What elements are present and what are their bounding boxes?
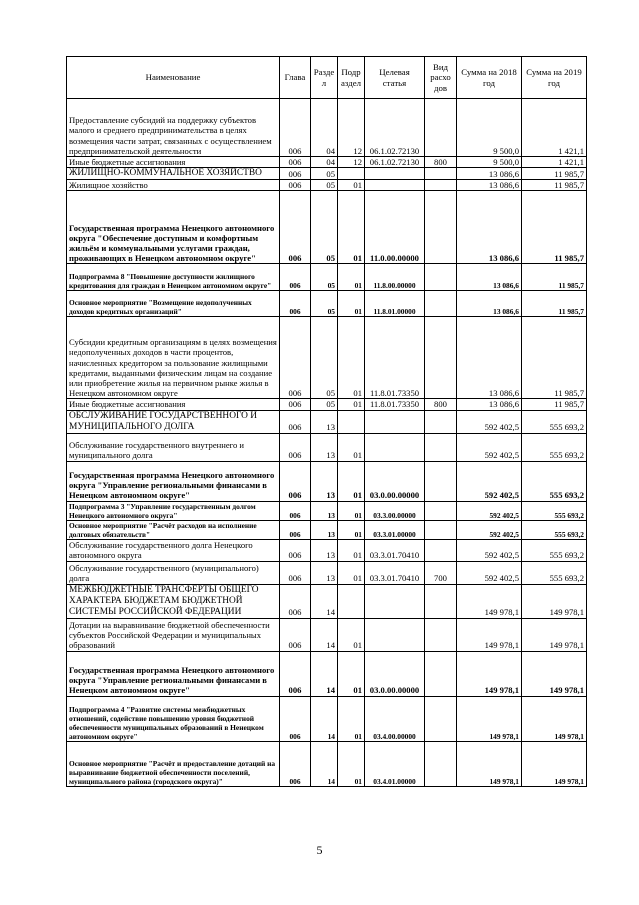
- row-name: Дотации на выравнивание бюджетной обеспеченности субъектов Российской Федерации и муниципальных образований: [67, 618, 280, 651]
- table-row: [67, 410, 587, 433]
- row-razdel: 05: [311, 317, 338, 399]
- row-celevaya-statya: 11.8.01.73350: [365, 399, 425, 410]
- row-glava: 006: [280, 539, 311, 561]
- row-celevaya-statya: 06.1.02.72130: [365, 99, 425, 157]
- row-sum-2019: 555 693,2: [522, 410, 587, 433]
- table-row: [67, 696, 587, 741]
- row-vid-rashodov: [425, 501, 457, 520]
- row-sum-2018: 149 978,1: [457, 584, 522, 618]
- header-glava: Глава: [280, 57, 311, 99]
- table-row: [67, 264, 587, 291]
- row-sum-2018: 592 402,5: [457, 561, 522, 584]
- row-vid-rashodov: [425, 741, 457, 786]
- row-sum-2019: 555 693,2: [522, 501, 587, 520]
- row-razdel: 13: [311, 433, 338, 461]
- row-sum-2019: 11 985,7: [522, 191, 587, 264]
- row-celevaya-statya: [365, 180, 425, 191]
- row-sum-2019: 1 421,1: [522, 157, 587, 168]
- table-row: [67, 539, 587, 561]
- row-celevaya-statya: [365, 584, 425, 618]
- row-vid-rashodov: [425, 433, 457, 461]
- row-vid-rashodov: [425, 410, 457, 433]
- row-vid-rashodov: [425, 291, 457, 317]
- row-vid-rashodov: [425, 461, 457, 501]
- table-row: [67, 399, 587, 410]
- row-razdel: 05: [311, 399, 338, 410]
- row-celevaya-statya: 03.4.00.00000: [365, 696, 425, 741]
- row-glava: 006: [280, 584, 311, 618]
- table-row: [67, 191, 587, 264]
- row-name: Подпрограмма 8 "Повышение доступности жилищного кредитования для граждан в Ненецком автономном округе": [67, 264, 280, 291]
- row-sum-2018: 13 086,6: [457, 168, 522, 180]
- row-podrazdel: 01: [338, 264, 365, 291]
- row-razdel: 14: [311, 584, 338, 618]
- page-number: 5: [316, 843, 323, 857]
- row-celevaya-statya: 03.4.01.00000: [365, 741, 425, 786]
- row-podrazdel: 01: [338, 191, 365, 264]
- row-razdel: 14: [311, 651, 338, 696]
- row-sum-2018: 13 086,6: [457, 264, 522, 291]
- row-name: Подпрограмма 4 "Развитие системы межбюджетных отношений, содействие повышению уровня бюджетной обеспеченности муниципальных образований в Ненецком автономном округе": [67, 696, 280, 741]
- header-vid-rashodov: Вид расхо дов: [425, 57, 457, 99]
- row-podrazdel: 01: [338, 618, 365, 651]
- row-vid-rashodov: [425, 539, 457, 561]
- table-row: [67, 561, 587, 584]
- row-podrazdel: [338, 584, 365, 618]
- row-name: Обслуживание государственного (муниципального) долга: [67, 561, 280, 584]
- row-podrazdel: 01: [338, 433, 365, 461]
- row-podrazdel: 01: [338, 180, 365, 191]
- row-sum-2018: 13 086,6: [457, 291, 522, 317]
- row-glava: 006: [280, 520, 311, 539]
- row-sum-2019: 149 978,1: [522, 584, 587, 618]
- row-sum-2018: 592 402,5: [457, 520, 522, 539]
- row-podrazdel: 01: [338, 741, 365, 786]
- row-vid-rashodov: [425, 264, 457, 291]
- row-glava: 006: [280, 501, 311, 520]
- row-vid-rashodov: [425, 618, 457, 651]
- row-glava: 006: [280, 561, 311, 584]
- row-celevaya-statya: 11.8.01.00000: [365, 291, 425, 317]
- row-name: Государственная программа Ненецкого автономного округа "Обеспечение доступным и комфортным жильём и коммунальными услугами граждан, проживающих в Ненецком автономном округе": [67, 191, 280, 264]
- row-podrazdel: 12: [338, 99, 365, 157]
- row-razdel: 14: [311, 741, 338, 786]
- row-sum-2018: 592 402,5: [457, 433, 522, 461]
- row-sum-2019: 555 693,2: [522, 433, 587, 461]
- row-glava: 006: [280, 291, 311, 317]
- table-row: [67, 618, 587, 651]
- row-podrazdel: 01: [338, 399, 365, 410]
- row-name: Основное мероприятие "Расчёт и предоставление дотаций на выравнивание бюджетной обеспеченности поселений, муниципального района (городского округа)": [67, 741, 280, 786]
- row-vid-rashodov: [425, 317, 457, 399]
- row-razdel: 13: [311, 561, 338, 584]
- row-vid-rashodov: [425, 191, 457, 264]
- row-razdel: 13: [311, 520, 338, 539]
- table-row: [67, 157, 587, 168]
- row-razdel: 13: [311, 410, 338, 433]
- row-podrazdel: 01: [338, 651, 365, 696]
- row-sum-2019: 555 693,2: [522, 520, 587, 539]
- row-celevaya-statya: 03.0.00.00000: [365, 461, 425, 501]
- row-sum-2018: 13 086,6: [457, 191, 522, 264]
- row-sum-2019: 555 693,2: [522, 461, 587, 501]
- row-name: Жилищное хозяйство: [67, 180, 280, 191]
- row-glava: 006: [280, 410, 311, 433]
- table-body: [67, 99, 587, 787]
- row-glava: 006: [280, 399, 311, 410]
- row-glava: 006: [280, 618, 311, 651]
- row-sum-2018: 9 500,0: [457, 157, 522, 168]
- row-name: ОБСЛУЖИВАНИЕ ГОСУДАРСТВЕННОГО И МУНИЦИПАЛЬНОГО ДОЛГА: [67, 410, 280, 433]
- row-sum-2018: 592 402,5: [457, 501, 522, 520]
- row-celevaya-statya: [365, 410, 425, 433]
- row-celevaya-statya: 11.8.00.00000: [365, 264, 425, 291]
- row-razdel: 04: [311, 99, 338, 157]
- row-celevaya-statya: 03.0.00.00000: [365, 651, 425, 696]
- row-razdel: 14: [311, 696, 338, 741]
- row-celevaya-statya: [365, 618, 425, 651]
- row-celevaya-statya: 11.0.00.00000: [365, 191, 425, 264]
- row-sum-2018: 592 402,5: [457, 461, 522, 501]
- row-sum-2019: 149 978,1: [522, 618, 587, 651]
- row-name: Государственная программа Ненецкого автономного округа "Управление региональными финансами в Ненецком автономном округе": [67, 651, 280, 696]
- row-vid-rashodov: [425, 584, 457, 618]
- row-razdel: 05: [311, 264, 338, 291]
- row-sum-2018: 149 978,1: [457, 741, 522, 786]
- row-sum-2019: 11 985,7: [522, 291, 587, 317]
- table-row: [67, 651, 587, 696]
- row-celevaya-statya: [365, 433, 425, 461]
- row-sum-2019: 555 693,2: [522, 561, 587, 584]
- row-name: Иные бюджетные ассигнования: [67, 157, 280, 168]
- row-name: Обслуживание государственного долга Ненецкого автономного округа: [67, 539, 280, 561]
- row-sum-2019: 555 693,2: [522, 539, 587, 561]
- row-name: Обслуживание государственного внутреннего и муниципального долга: [67, 433, 280, 461]
- row-glava: 006: [280, 264, 311, 291]
- header-razdel: Разде л: [311, 57, 338, 99]
- header-sum-2019: Сумма на 2019 год: [522, 57, 587, 99]
- row-glava: 006: [280, 696, 311, 741]
- row-vid-rashodov: [425, 99, 457, 157]
- row-podrazdel: 01: [338, 501, 365, 520]
- row-podrazdel: 01: [338, 317, 365, 399]
- row-vid-rashodov: 800: [425, 157, 457, 168]
- row-razdel: 13: [311, 539, 338, 561]
- row-sum-2018: 149 978,1: [457, 696, 522, 741]
- row-sum-2019: 11 985,7: [522, 317, 587, 399]
- row-razdel: 13: [311, 461, 338, 501]
- row-podrazdel: 01: [338, 539, 365, 561]
- row-sum-2019: 1 421,1: [522, 99, 587, 157]
- row-sum-2018: 149 978,1: [457, 651, 522, 696]
- row-razdel: 05: [311, 191, 338, 264]
- row-sum-2018: 592 402,5: [457, 410, 522, 433]
- row-sum-2018: 13 086,6: [457, 317, 522, 399]
- row-glava: 006: [280, 99, 311, 157]
- row-podrazdel: 01: [338, 561, 365, 584]
- row-name: Государственная программа Ненецкого автономного округа "Управление региональными финансами в Ненецком автономном округе": [67, 461, 280, 501]
- row-podrazdel: [338, 168, 365, 180]
- header-podrazdel: Подр аздел: [338, 57, 365, 99]
- table-row: [67, 433, 587, 461]
- row-razdel: 04: [311, 157, 338, 168]
- row-vid-rashodov: [425, 168, 457, 180]
- row-sum-2019: 149 978,1: [522, 651, 587, 696]
- row-name: Предоставление субсидий на поддержку субъектов малого и среднего предпринимательства в целях возмещения части затрат, связанных с осуществлением предпринимательской деятельности: [67, 99, 280, 157]
- row-sum-2019: 149 978,1: [522, 696, 587, 741]
- row-sum-2018: 592 402,5: [457, 539, 522, 561]
- table-row: [67, 520, 587, 539]
- table-row: [67, 584, 587, 618]
- header-celevaya-statya: Целевая статья: [365, 57, 425, 99]
- row-glava: 006: [280, 651, 311, 696]
- row-vid-rashodov: [425, 696, 457, 741]
- row-vid-rashodov: [425, 651, 457, 696]
- table-row: [67, 180, 587, 191]
- row-razdel: 14: [311, 618, 338, 651]
- row-sum-2018: 13 086,6: [457, 399, 522, 410]
- row-razdel: 05: [311, 168, 338, 180]
- header-name: Наименование: [67, 57, 280, 99]
- row-sum-2018: 9 500,0: [457, 99, 522, 157]
- row-celevaya-statya: 11.8.01.73350: [365, 317, 425, 399]
- row-name: ЖИЛИЩНО-КОММУНАЛЬНОЕ ХОЗЯЙСТВО: [67, 168, 280, 180]
- row-glava: 006: [280, 157, 311, 168]
- table-row: [67, 168, 587, 180]
- table-row: [67, 291, 587, 317]
- row-podrazdel: 01: [338, 520, 365, 539]
- row-podrazdel: 12: [338, 157, 365, 168]
- table-row: [67, 99, 587, 157]
- table-row: [67, 461, 587, 501]
- row-vid-rashodov: 700: [425, 561, 457, 584]
- row-glava: 006: [280, 168, 311, 180]
- budget-table: [66, 56, 587, 787]
- row-sum-2019: 11 985,7: [522, 180, 587, 191]
- row-celevaya-statya: 06.1.02.72130: [365, 157, 425, 168]
- row-name: Основное мероприятие "Расчёт расходов на исполнение долговых обязательств": [67, 520, 280, 539]
- row-podrazdel: 01: [338, 461, 365, 501]
- row-podrazdel: 01: [338, 696, 365, 741]
- row-vid-rashodov: 800: [425, 399, 457, 410]
- row-glava: 006: [280, 741, 311, 786]
- header-sum-2018: Сумма на 2018 год: [457, 57, 522, 99]
- row-sum-2019: 11 985,7: [522, 168, 587, 180]
- row-celevaya-statya: 03.3.01.00000: [365, 520, 425, 539]
- row-name: МЕЖБЮДЖЕТНЫЕ ТРАНСФЕРТЫ ОБЩЕГО ХАРАКТЕРА БЮДЖЕТАМ БЮДЖЕТНОЙ СИСТЕМЫ РОССИЙСКОЙ ФЕДЕРАЦИИ: [67, 584, 280, 618]
- budget-table-sheet: [66, 56, 586, 787]
- row-razdel: 05: [311, 291, 338, 317]
- row-glava: 006: [280, 317, 311, 399]
- table-header-row: [67, 57, 587, 99]
- row-sum-2019: 11 985,7: [522, 264, 587, 291]
- row-podrazdel: [338, 410, 365, 433]
- row-sum-2019: 11 985,7: [522, 399, 587, 410]
- table-row: [67, 501, 587, 520]
- row-razdel: 13: [311, 501, 338, 520]
- row-glava: 006: [280, 461, 311, 501]
- row-name: Подпрограмма 3 "Управление государственным долгом Ненецкого автономного округа": [67, 501, 280, 520]
- row-celevaya-statya: 03.3.00.00000: [365, 501, 425, 520]
- row-sum-2018: 149 978,1: [457, 618, 522, 651]
- row-podrazdel: 01: [338, 291, 365, 317]
- row-glava: 006: [280, 180, 311, 191]
- row-vid-rashodov: [425, 180, 457, 191]
- row-vid-rashodov: [425, 520, 457, 539]
- row-sum-2018: 13 086,6: [457, 180, 522, 191]
- row-name: Субсидии кредитным организациям в целях возмещения недополученных доходов в части процентов, начисленных кредитором за пользование жилищными кредитами, выданными физическим лицам на создание или приобретение жилья на первичном рынке жилья в Ненецком автономном округе: [67, 317, 280, 399]
- row-name: Основное мероприятие "Возмещение недополученных доходов кредитных организаций": [67, 291, 280, 317]
- row-name: Иные бюджетные ассигнования: [67, 399, 280, 410]
- table-row: [67, 317, 587, 399]
- row-sum-2019: 149 978,1: [522, 741, 587, 786]
- row-razdel: 05: [311, 180, 338, 191]
- row-celevaya-statya: 03.3.01.70410: [365, 539, 425, 561]
- row-glava: 006: [280, 191, 311, 264]
- row-celevaya-statya: 03.3.01.70410: [365, 561, 425, 584]
- row-glava: 006: [280, 433, 311, 461]
- row-celevaya-statya: [365, 168, 425, 180]
- table-row: [67, 741, 587, 786]
